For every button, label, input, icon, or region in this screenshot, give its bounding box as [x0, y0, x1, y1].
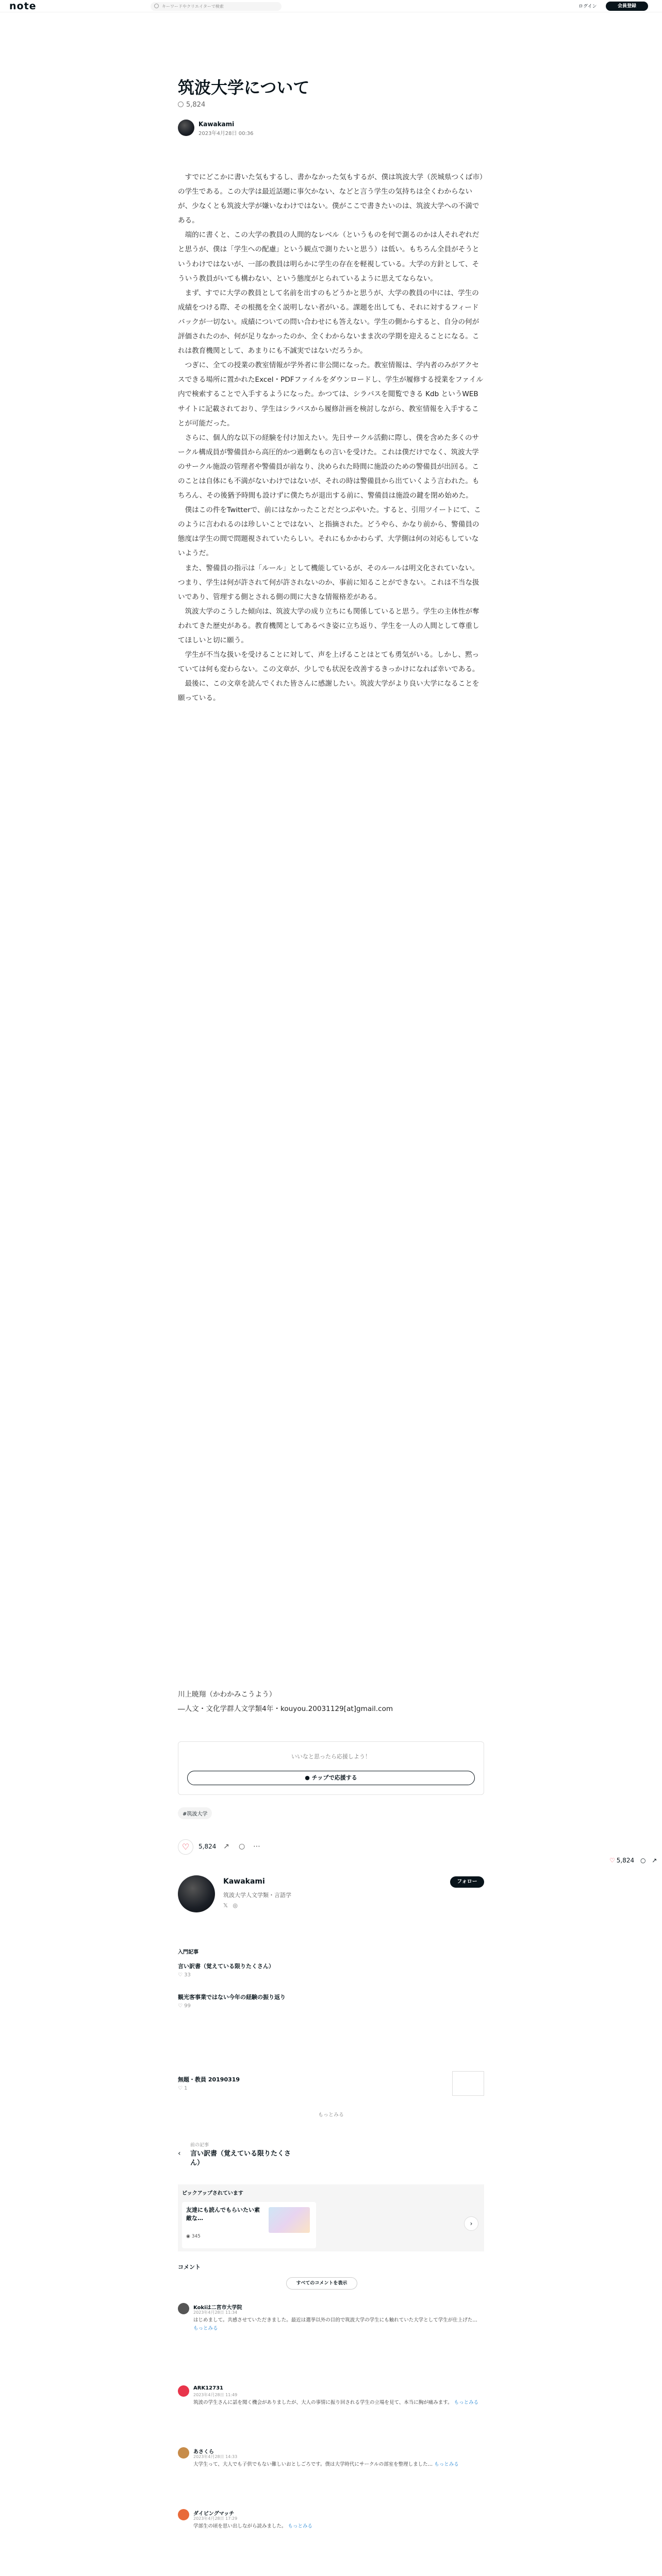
see-more-link[interactable]: もっとみる — [318, 2112, 344, 2118]
paragraph: 筑波大学のこうした傾向は、筑波大学の成り立ちにも関係していると思う。学生の主体性が奪われてきた歴史がある。教育機関としてあるべき姿に立ち返り、学生を一人の人間として尊重してほしいと切に願う。 — [178, 607, 479, 645]
comment-date: 2023年4月28日 11:34 — [193, 2310, 238, 2315]
comment-date: 2023年4月28日 14:33 — [193, 2454, 238, 2459]
author-name[interactable]: Kawakami — [198, 121, 235, 128]
commenter-avatar[interactable] — [178, 2447, 189, 2459]
more-icon[interactable]: ⋯ — [253, 1842, 260, 1851]
global-header — [0, 0, 662, 12]
commenter-name[interactable]: ARK12731 — [193, 2385, 223, 2391]
related-item[interactable]: 無題・教員 20190319 ♡ 1 — [178, 2076, 240, 2091]
creator-name[interactable]: Kawakami — [223, 1877, 265, 1886]
comment — [178, 2447, 484, 2499]
tip-button[interactable]: ● チップで応援する — [187, 1771, 475, 1785]
floating-like-bar[interactable]: ♡ 5,824 ○ ↗ — [609, 1857, 657, 1864]
support-prompt: いいなと思ったら応援しよう！ — [291, 1753, 371, 1760]
search-placeholder: キーワードやクリエイターで検索 — [162, 4, 224, 9]
comment-more-link[interactable]: もっとみる — [454, 2400, 479, 2405]
related-item[interactable]: 観光客事業ではない今年の経験の振り返り ♡ 99 — [178, 1994, 286, 2009]
commenter-name[interactable]: Kokiは二宮市大学院 — [193, 2305, 242, 2311]
comment — [178, 2385, 484, 2437]
paragraph: 最後に、この文章を読んでくれた皆さんに感謝したい。筑波大学がより良い大学になることを願っている。 — [178, 680, 479, 703]
pickup-card[interactable]: 友達にも読んでもらいたい素敵な… ◉ 345 — [182, 2202, 316, 2248]
comment-date: 2023年4月28日 11:49 — [193, 2393, 238, 2397]
heart-icon: ♡ — [178, 2086, 185, 2091]
prev-article-nav[interactable] — [178, 2133, 484, 2174]
like-button[interactable]: ♡ — [178, 1839, 193, 1855]
paragraph: さらに、個人的な以下の経験を付け加えたい。先日サークル活動に際し、僕を含めた多くのサークル構成員が警備員から高圧的かつ過剰なもの言いを受けた。これは僕だけでなく、筑波大学のサークル施設の管理者や警備員が前なり、決められた時間に施設のための警備員が出回る。このことは自体にも不満がないわけではないが、それの時は警備員から出ていくよう言われた。もちろん、その後猶予時間も設けずに僕たちが退出する前に、警備員は施設の鍵を閉め始めた。 — [178, 433, 479, 500]
paragraph: まず、すでに大学の教員として名前を出すのもどうかと思うが、大学の教員の中には、学生の成績をつける際、その根拠を全く説明しない者がいる。課題を出しても、それに対するフィードバックが一切ない。成績についての問い合わせにも答えない。学生の側からすると、自分の何が評価されたのか、何が足りなかったのか、全くわからないまま次の学期を迎えることになる。これは教育機関として、あまりにも不誠実ではないだろうか。 — [178, 289, 479, 355]
comment-date: 2023年4月28日 17:29 — [193, 2516, 238, 2521]
chevron-left-icon: ‹ — [178, 2149, 181, 2158]
heart-icon: ♡ — [178, 1972, 185, 1978]
heart-icon: ♡ — [609, 1857, 615, 1864]
paragraph: 学生が不当な扱いを受けることに対して、声を上げることはとても勇気がいる。しかし、黙っていては何も変わらない。この文章が、少しでも状況を改善するきっかけになれば幸いである。 — [178, 651, 479, 674]
related-label: 入門記事 — [178, 1950, 198, 1955]
chevron-right-icon[interactable]: › — [464, 2216, 478, 2231]
search-icon — [154, 4, 159, 8]
commenter-avatar[interactable] — [178, 2303, 189, 2314]
commenter-avatar[interactable] — [178, 2509, 189, 2520]
related-thumbnail[interactable] — [452, 2071, 484, 2096]
comments-header: コメント — [178, 2264, 201, 2270]
related-item[interactable]: 言い訳書（覚えている限りたくさん） ♡ 33 — [178, 1963, 274, 1978]
pickup-header: ピックアップされています — [182, 2191, 243, 2196]
creator-card — [178, 1875, 484, 1932]
comment-icon[interactable]: ○ — [239, 1842, 245, 1851]
comment-more-link[interactable]: もっとみる — [193, 2326, 218, 2331]
action-bar — [178, 1837, 484, 1858]
creator-bio: 筑波大学人文学類・言語学 — [223, 1892, 291, 1899]
note-logo[interactable]: note — [9, 1, 37, 12]
comment-text: 大学生って、大人でも子供でもない難しいおとしごろです。僕は大学時代にサークルの部室を整理しました… もっとみる — [193, 2462, 459, 2467]
heart-icon: ♡ — [178, 2003, 185, 2009]
link-icon[interactable]: ◎ — [233, 1902, 238, 1909]
creator-avatar[interactable] — [178, 1875, 215, 1912]
share-icon[interactable]: ↗ — [223, 1842, 229, 1851]
comment-text: 筑波の学生さんに話を聞く機会がありましたが、大人の事情に振り回される学生の立場を見て、本当に胸が痛みます。 もっとみる — [193, 2400, 479, 2405]
pickup-title: 友達にも読んでもらいたい素敵な… — [186, 2207, 260, 2222]
comment-text: はじめまして。共感させていただきました。最近は選挙以外の目的で筑波大学の学生にも触れていた大学として学生が仕上げた… もっとみる — [193, 2317, 477, 2331]
comment-more-link[interactable]: もっとみる — [434, 2462, 459, 2467]
comment — [178, 2303, 484, 2365]
prev-label: 前の記事 — [190, 2143, 209, 2148]
signup-button[interactable]: 会員登録 — [606, 2, 648, 11]
signature — [178, 1687, 393, 1716]
like-count[interactable]: 5,824 — [198, 1843, 217, 1850]
paragraph: また、警備員の指示は「ルール」として機能しているが、そのルールは明文化されていない。つまり、学生は何が許されて何が許されないのか、事前に知ることができない。これは不当な扱いであり、管理する側とされる側の間に大きな情報格差がある。 — [178, 564, 479, 601]
search-input[interactable] — [151, 2, 282, 11]
paragraph: 僕はこの件をTwitterで、前にはなかったことだとつぶやいた。すると、引用ツイートにて、このように言われるのは珍しいことではない、と指摘された。どうやら、かなり前から、警備員の態度は学生の間で問題視されていたらしい。それにもかかわらず、大学側は何の対応もしていないようだ。 — [178, 506, 481, 558]
article-title: 筑波大学について — [178, 78, 310, 97]
hashtag[interactable]: #筑波大学 — [178, 1807, 212, 1819]
creator-social-icons — [223, 1902, 238, 1909]
publish-date: 2023年4月28日 00:36 — [198, 131, 254, 137]
login-link[interactable]: ログイン — [578, 4, 597, 9]
tip-icon: ● — [305, 1774, 312, 1781]
user-icon: ◉ — [186, 2234, 192, 2239]
comment-icon[interactable]: ○ — [640, 1857, 646, 1864]
paragraph: つぎに、全ての授業の教室情報が学外者に非公開になった。教室情報は、学内者のみがアクセスできる場所に置かれたExcel・PDFファイルをダウンロードし、学生が履修する授業をファイル内で検索することで入手するようになった。かつては、シラバスを閲覧できる Kdb というWEBサイトに記載されており、学生はシラバスから履修計画を検討しながら、教室情報を入手することが可能だった。 — [178, 361, 484, 428]
show-all-comments-button[interactable]: すべてのコメントを表示 — [286, 2277, 357, 2290]
paragraph: すでにどこかに書いた気もするし、書かなかった気もするが、僕は筑波大学（茨城県つくば市）の学生である。この大学は最近話題に事欠かない、などと言う学生の気持ちは全くわからないが、少なくとも筑波大学が嫌いなわけではない。僕がここで書きたいのは、筑波大学への不満である。 — [178, 173, 483, 225]
commenter-name[interactable]: あさくら — [193, 2449, 214, 2455]
pickup-image — [269, 2207, 310, 2233]
like-count-top[interactable]: 5,824 — [178, 101, 205, 109]
comment — [178, 2509, 484, 2571]
comment-text: 学部生の頃を思い出しながら読みました。 もっとみる — [193, 2523, 313, 2529]
pickup-section — [178, 2184, 484, 2251]
article-body — [178, 170, 484, 705]
prev-title: 言い訳書（覚えている限りたくさん） — [190, 2150, 291, 2167]
commenter-avatar[interactable] — [178, 2385, 189, 2397]
share-icon[interactable]: ↗ — [652, 1857, 657, 1864]
paragraph: 端的に書くと、この大学の教員の人間的なレベル（というものを何で測るのかは人それぞれだと思うが、僕は「学生への配慮」という観点で測りたいと思う）は低い。もちろん全員がそうというわけではないが、一部の教員は明らかに学生の存在を軽視している。大学の方針として、そういう教員がいても構わない、という態度がとられているように思えてならない。 — [178, 231, 479, 283]
heart-icon — [178, 101, 184, 107]
author-avatar[interactable] — [178, 120, 194, 136]
commenter-name[interactable]: ダイビングマッチ — [193, 2511, 235, 2517]
comment-more-link[interactable]: もっとみる — [288, 2523, 313, 2529]
signature-affiliation: ―人文・文化学群人文学類4年・kouyou.20031129[at]gmail.com — [178, 1705, 393, 1713]
follow-button[interactable]: フォロー — [450, 1876, 484, 1888]
signature-name: 川上暁翔（かわかみこうよう） — [178, 1690, 276, 1699]
support-box — [178, 1741, 484, 1795]
twitter-icon[interactable]: 𝕏 — [223, 1902, 228, 1909]
